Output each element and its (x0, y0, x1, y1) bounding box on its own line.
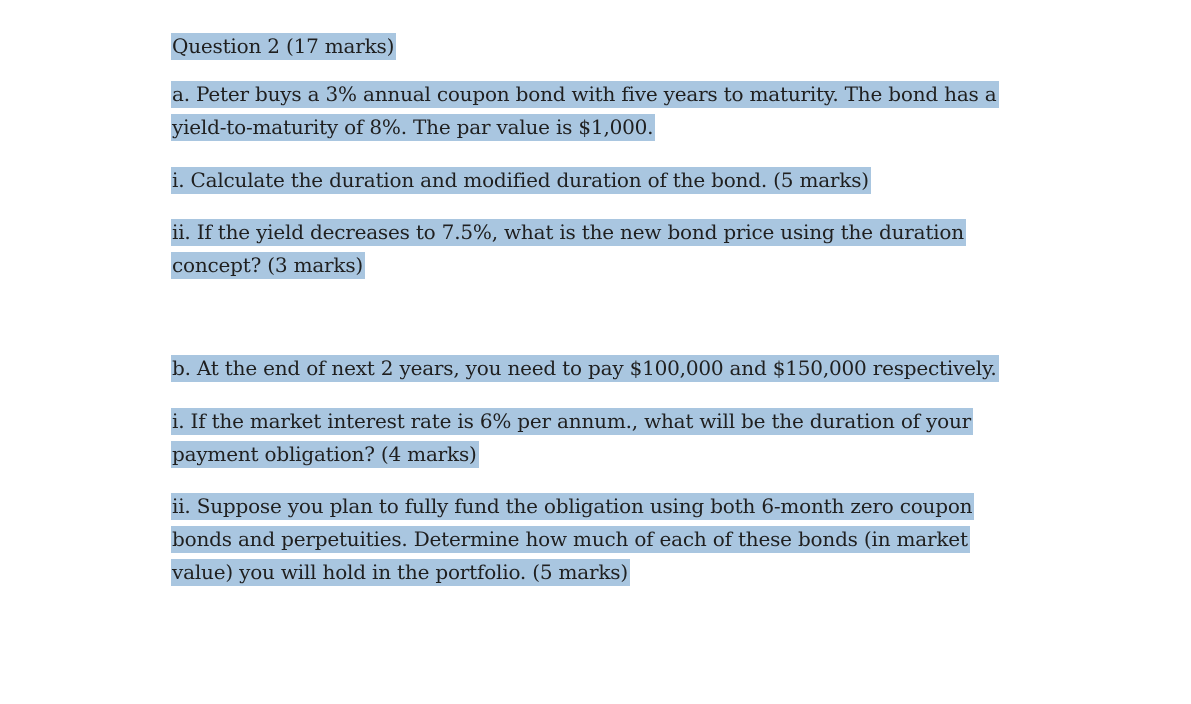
part-b-line-1[interactable]: b. At the end of next 2 years, you need to pay $100,000 and $150,000 respectively. (172, 356, 997, 380)
question-title-text[interactable]: Question 2 (17 marks) (172, 34, 395, 58)
part-b-sub-i-line-1[interactable]: i. If the market interest rate is 6% per annum., what will be the duration of your (172, 409, 972, 433)
part-a-line-1[interactable]: a. Peter buys a 3% annual coupon bond with five years to maturity. The bond has a (172, 82, 997, 106)
part-a-sub-ii (171, 216, 966, 282)
part-a-paragraph (171, 78, 999, 144)
part-a-sub-ii-line-2[interactable]: concept? (3 marks) (172, 253, 363, 277)
part-a-line-2[interactable]: yield-to-maturity of 8%. The par value is $1,000. (172, 115, 654, 139)
part-a-sub-ii-line-1[interactable]: ii. If the yield decreases to 7.5%, what is the new bond price using the duration (172, 220, 964, 244)
part-b-sub-ii (171, 490, 974, 589)
part-b-sub-i-line-2[interactable]: payment obligation? (4 marks) (172, 442, 477, 466)
part-a-sub-i (171, 164, 871, 197)
part-b-sub-ii-line-2[interactable]: bonds and perpetuities. Determine how much of each of these bonds (in market (172, 527, 968, 551)
question-title (171, 30, 396, 63)
part-b-sub-ii-line-3[interactable]: value) you will hold in the portfolio. (5 marks) (172, 560, 628, 584)
part-b-paragraph (171, 352, 999, 385)
part-a-sub-i-line-1[interactable]: i. Calculate the duration and modified duration of the bond. (5 marks) (172, 168, 869, 192)
part-b-sub-i (171, 405, 973, 471)
part-b-sub-ii-line-1[interactable]: ii. Suppose you plan to fully fund the obligation using both 6-month zero coupon (172, 494, 973, 518)
